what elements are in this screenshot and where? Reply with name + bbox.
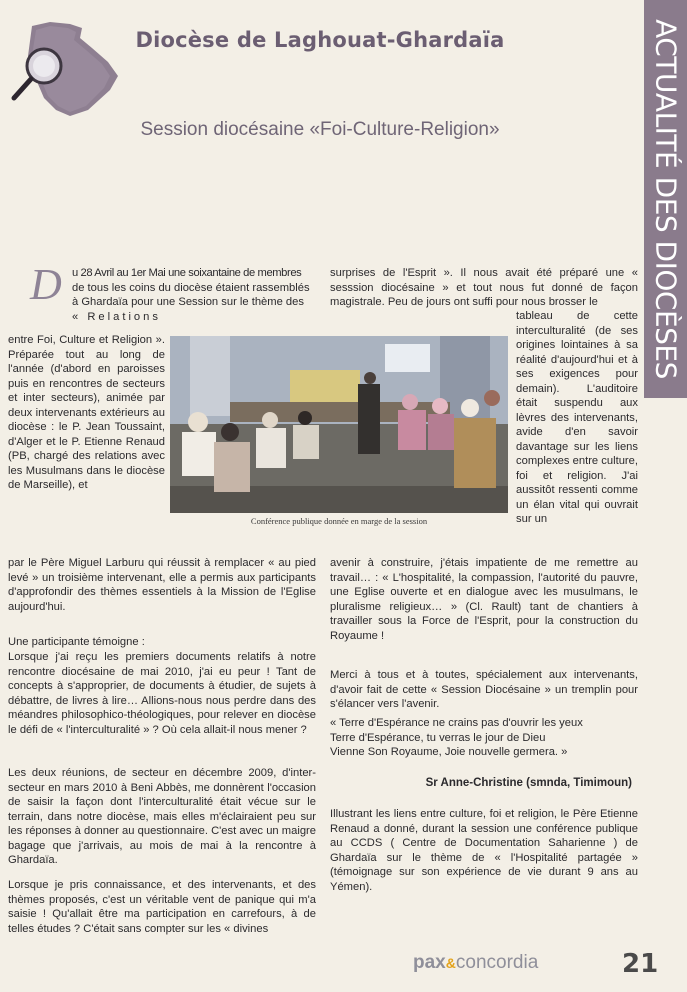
right-top-paragraph: surprises de l'Esprit ». Il nous avait été préparé une « sesssion diocésaine » et tout nous fut donné de façon magistrale. Peu de jours ont suffi pour nous brosser le [330,267,638,308]
intro-line: à Ghardaïa pour une Session sur le thème des [72,296,304,308]
right-wrap-paragraph: tableau de cette interculturalité (de ses origines lointaines à sa réalité d'aujourd'hui et à ses exigences pour demain). L'auditoire était suspendu aux lèvres des intervenants, avide d'en savoir davantage sur les liens complexes entre culture, foi et religion. J'ai aussitôt ressenti comme un élan vital qui ouvrait sur un [516,310,638,525]
intro-text [72,266,324,324]
intro-line: « Relations [72,310,161,323]
brand-ampersand: & [445,955,456,971]
brand-pax: pax [413,952,446,973]
poem-line: Terre d'Espérance, tu verras le jour de Dieu [330,731,546,744]
article-title: Session diocésaine «Foi-Culture-Religion» [140,119,500,140]
testimony-paragraph-2: Les deux réunions, de secteur en décembre 2009, d'inter-secteur en mars 2010 à Beni Abbès, me donnèrent l'occasion de saisir la façon dont l'interculturalité était vécue sur le terrain, dans notre diocèse, mais elles m'éclairaient peu sur les réponses à donner au questionnaire. C'est avec un maigre bagage que j'arrivais, au mois de mai à la rencontre à Ghardaïa. [8,767,316,866]
thanks-paragraph: Merci à tous et à toutes, spécialement aux intervenants, d'avoir fait de cette « Session Diocésaine » un tremplin pour s'élancer vers l'avenir. [330,669,638,710]
page-number: 21 [622,949,659,979]
intro-line: u 28 Avril au 1er Mai une soixantaine de membres [72,267,302,279]
page-header-title: Diocèse de Laghouat-Ghardaïa [135,28,505,52]
drop-cap: D [30,260,62,309]
photo-caption: Conférence publique donnée en marge de la session [250,516,428,526]
left-wrap-paragraph: entre Foi, Culture et Religion ». Préparée tout au long de l'année (d'abord en paroisses puis en rencontres de secteurs et inter secteurs), animée par deux intervenants extérieurs au diocèse : le P. Jean Toussaint, d'Alger et le P. Etienne Renaud (PB, chargé des relations avec les Musulmans dans le diocèse de Marseille), et [8,334,165,491]
poem-line: « Terre d'Espérance ne crains pas d'ouvrir les yeux [330,717,583,729]
closing-paragraph: Illustrant les liens entre culture, foi et religion, le Père Etienne Renaud a donné, durant la session une conférence publique au CCDS ( Centre de Documentation Saharienne ) de Ghardaïa sur le thème de « l'Hospitalité partagée » (témoignage sur son expérience de vie durant 9 ans au Yémen). [330,808,638,893]
poem-line: Vienne Son Royaume, Joie nouvelle germera. » [330,746,568,758]
conference-photo [170,336,508,513]
testimony-intro: Une participante témoigne : [8,636,145,648]
magazine-brand [413,952,538,974]
poem [330,716,638,760]
left-full-paragraph: par le Père Miguel Larburu qui réussit à remplacer « au pied levé » un troisième intervenant, elle a permis aux participants d'approfondir des thèmes essentiels à la Mission de l'Eglise aujourd'hui. [8,557,316,613]
testimony-paragraph-3: Lorsque je pris connaissance, et des intervenants, et des thèmes proposés, c'est un véritable vent de panique qui m'a saisie ! Qu'allait être ma participation en carrefours, à de telles études ? C'était sans compter sur les « divines [8,879,316,935]
intro-line: de tous les coins du diocèse étaient rassemblés [72,281,310,294]
side-banner-label: ACTUALITÉ DES DIOCÈSES [649,19,682,379]
brand-concordia: concordia [455,952,539,973]
author-signature: Sr Anne-Christine (smnda, Timimoun) [425,777,632,789]
side-banner [644,0,687,398]
testimony-paragraph-1: Lorsque j'ai reçu les premiers documents relatifs à notre rencontre diocésaine de mai 2010, j'ai eu peur ! Tant de concepts à s'approprier, de documents à étudier, de sujets à débattre, de livres à lire… Allions-nous nous perdre dans des méandres philosophico-théologiques, pour relever en diocèse le défi de « l'interculturalité » ? Où cela allait-il nous mener ? [8,651,316,736]
right-after-paragraph: avenir à construire, j'étais impatiente de me remettre au travail… : « L'hospitalité, la compassion, l'autorité du pauvre, une Eglise ouverte et en dialogue avec les musulmans, le pluralisme religieux… » (Cl. Rault) tant de chantiers à travailler sous la Force de l'Esprit, pour la construction du Royaume ! [330,557,638,642]
